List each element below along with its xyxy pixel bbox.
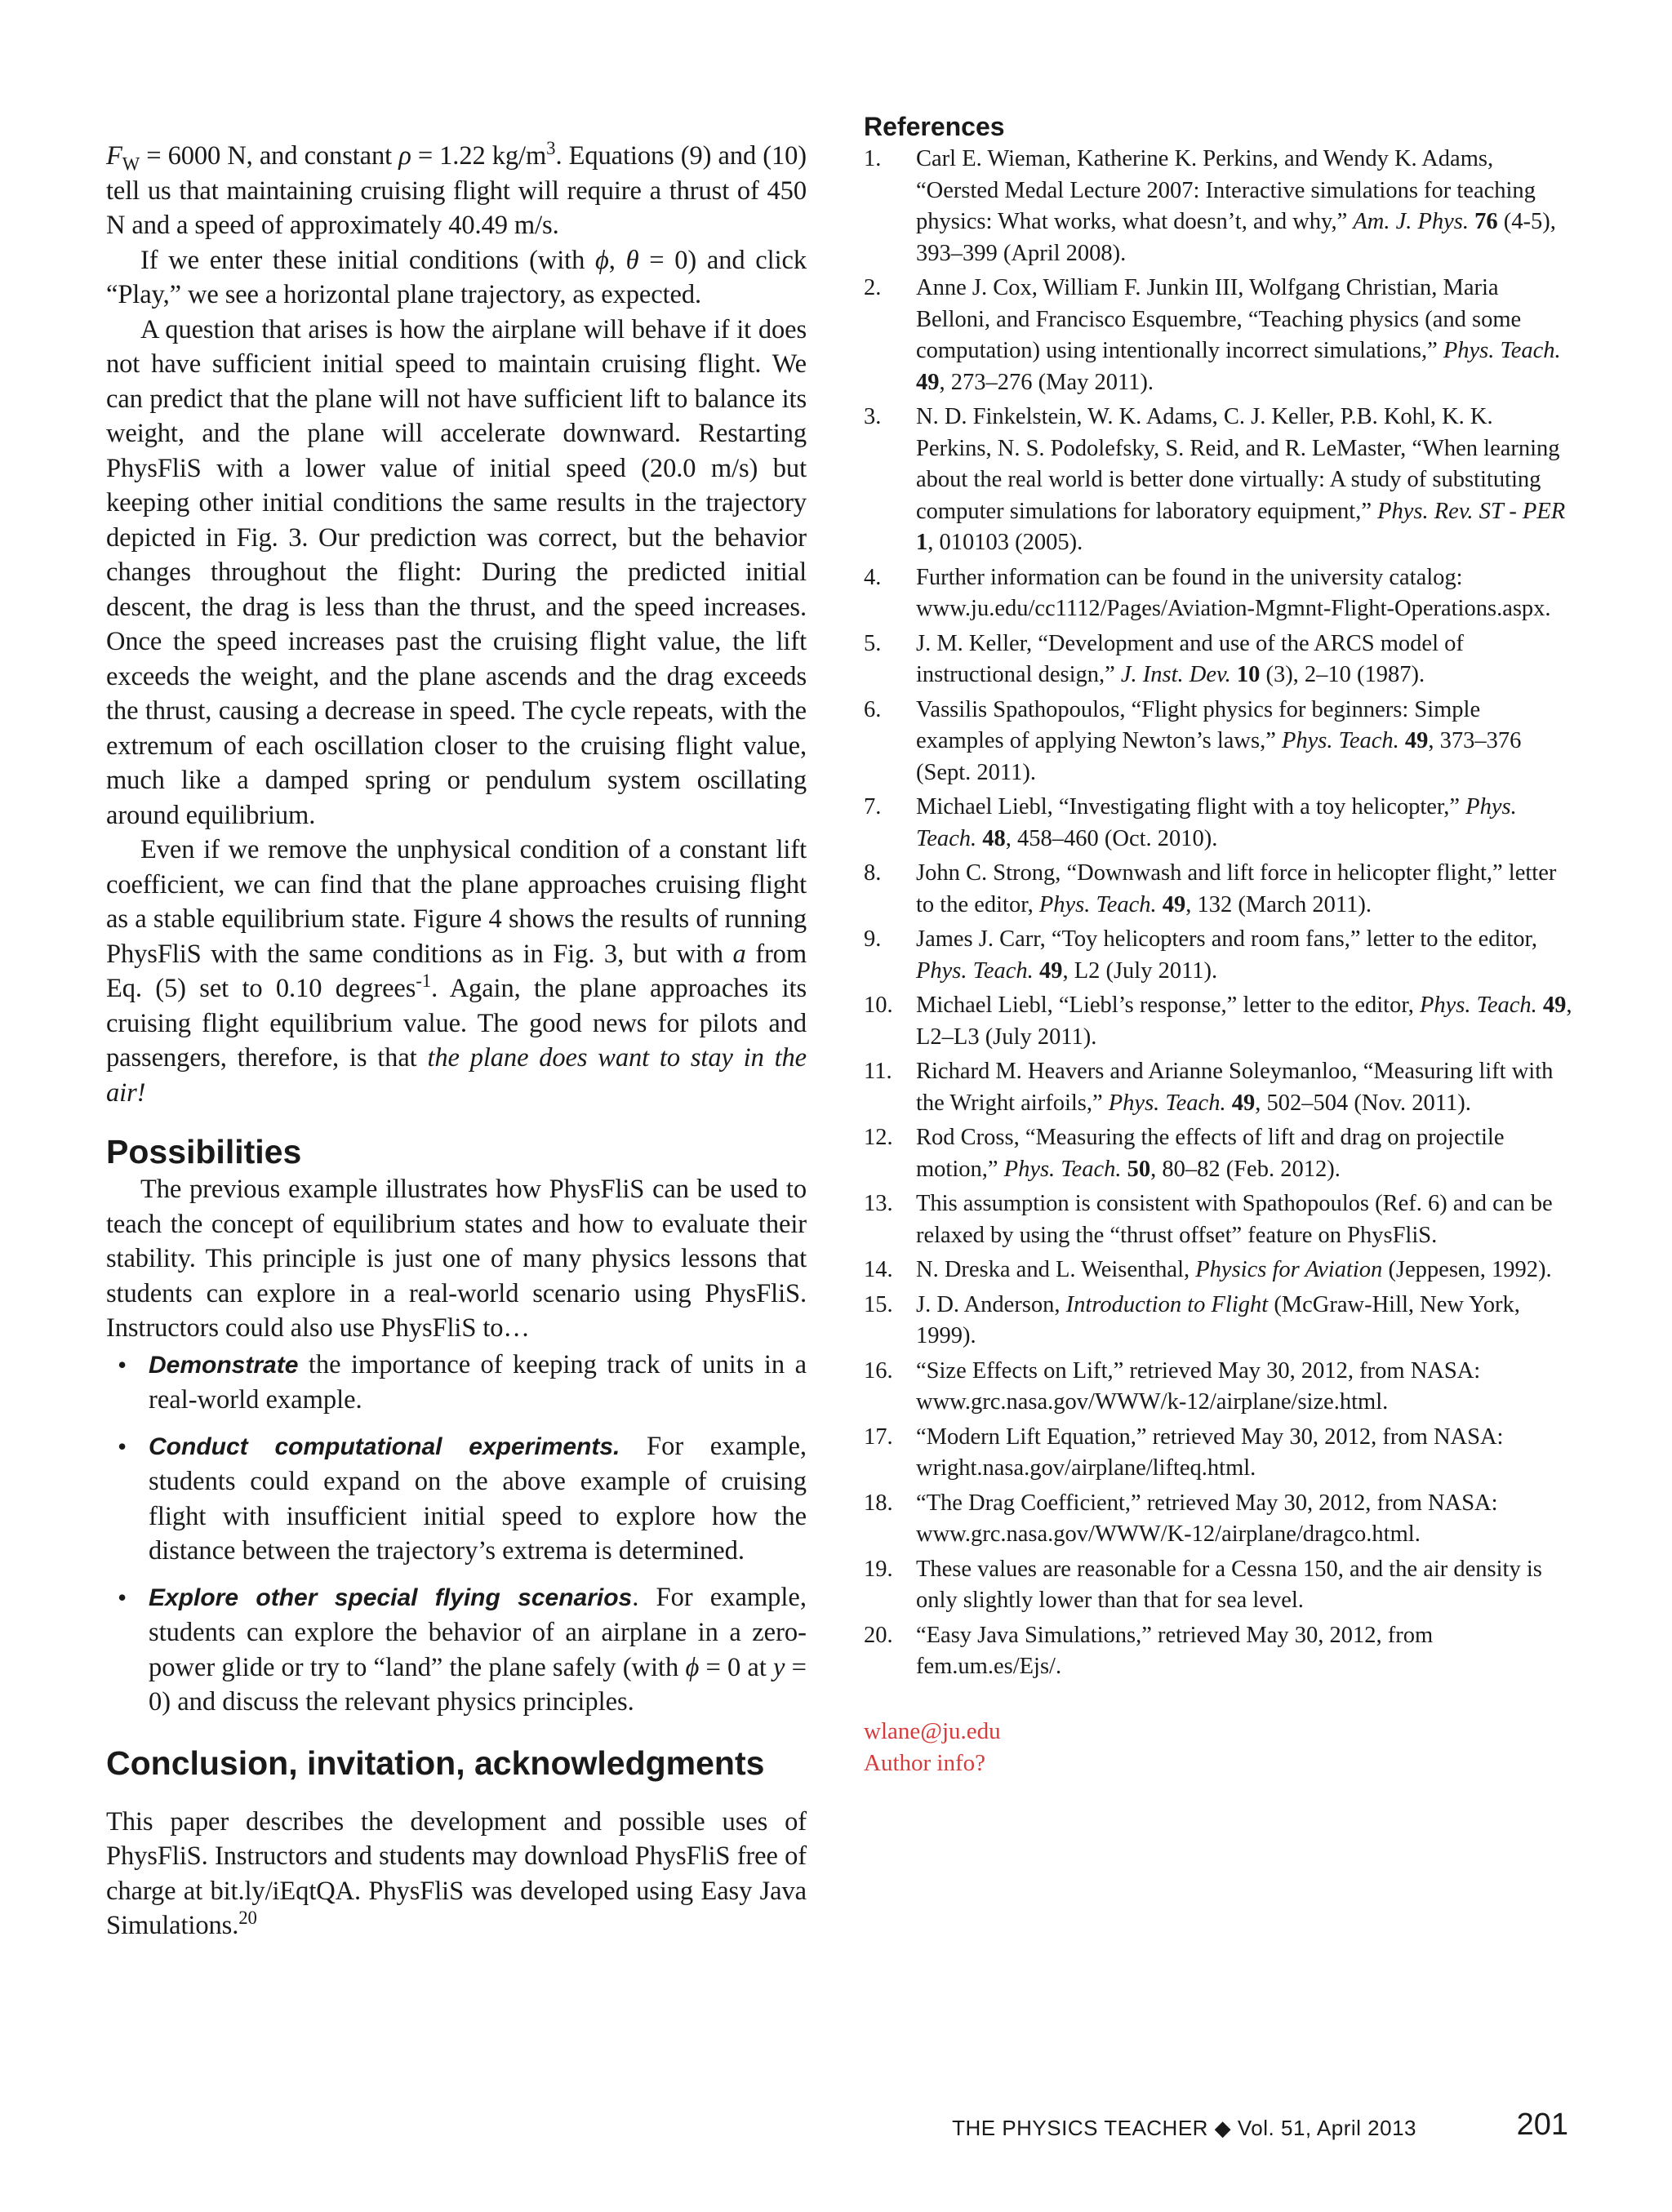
- possibilities-list: [106, 1348, 807, 1720]
- theta-symbol: θ: [625, 245, 639, 275]
- reference-item: [864, 1554, 1572, 1617]
- reference-journal: Phys. Teach.: [1443, 338, 1561, 363]
- list-item: [106, 1348, 807, 1418]
- bullet-lead: Explore other special flying scenarios: [149, 1583, 633, 1611]
- reference-details: , 502–504 (Nov. 2011).: [1255, 1090, 1471, 1116]
- page-number: 201: [1516, 2108, 1568, 2142]
- phi-symbol: ϕ: [595, 245, 609, 275]
- reference-item: [864, 695, 1572, 789]
- reference-number: 18.: [864, 1490, 893, 1516]
- reference-journal: J. Inst. Dev.: [1120, 662, 1231, 687]
- reference-item: [864, 1422, 1572, 1485]
- reference-number: 4.: [864, 564, 882, 590]
- reference-volume: 10: [1230, 662, 1261, 687]
- reference-text: This assumption is consistent with Spathopoulos (Ref. 6) and can be relaxed by using the “thrust offset” feature on PhysFliS.: [916, 1191, 1553, 1248]
- reference-number: 17.: [864, 1424, 893, 1450]
- reference-number: 13.: [864, 1191, 893, 1216]
- bullet-icon: •: [118, 1431, 127, 1461]
- p2-text-1: If we enter these initial conditions (with: [140, 245, 596, 275]
- reference-item: [864, 402, 1572, 559]
- reference-details: (3), 2–10 (1987).: [1260, 662, 1425, 687]
- right-column: [864, 0, 1572, 1779]
- reference-item: [864, 1255, 1572, 1286]
- reference-text: J. D. Anderson,: [916, 1291, 1066, 1317]
- journal-info: THE PHYSICS TEACHER ◆ Vol. 51, April 2013: [952, 2116, 1416, 2140]
- paragraph-equilibrium: [106, 833, 807, 1110]
- reference-item: [864, 144, 1572, 269]
- bullet-text: . For example, students can explore the behavior of an airplane in a zero-power glide or try to “land” the plane safely (with: [149, 1582, 807, 1682]
- reference-volume: 48: [976, 825, 1006, 851]
- page-footer: [820, 2108, 1572, 2147]
- reference-text: John C. Strong, “Downwash and lift force in helicopter flight,” letter to the editor,: [916, 860, 1557, 917]
- reference-text: “Easy Java Simulations,” retrieved May 30, 2012, from fem.um.es/Ejs/.: [916, 1622, 1434, 1679]
- reference-text: Rod Cross, “Measuring the effects of lift and drag on projectile motion,”: [916, 1125, 1505, 1182]
- reference-number: 1.: [864, 146, 882, 171]
- reference-volume: 76: [1469, 209, 1498, 234]
- reference-details: , L2–L3 (July 2011).: [916, 993, 1572, 1050]
- reference-details: , 373–376 (Sept. 2011).: [916, 728, 1522, 785]
- reference-number: 14.: [864, 1257, 893, 1282]
- reference-text: Michael Liebl, “Liebl’s response,” letter to the editor,: [916, 993, 1420, 1018]
- reference-volume: 49: [1536, 993, 1567, 1018]
- paragraph-possibilities: The previous example illustrates how PhysFliS can be used to teach the concept of equilibrium states and how to evaluate their stability. This principle is just one of many physics lessons that students can explore in a real-world scenario using PhysFliS. Instructors could also use PhysFliS to…: [106, 1175, 807, 1343]
- bullet-text-mid: = 0 at: [699, 1652, 774, 1682]
- reference-item: [864, 562, 1572, 625]
- p1-rest: . Equations (9) and (10) tell us that maintaining cruising flight will require a thrust of 450 N and a speed of approximately 40.49 m/s.: [106, 141, 807, 240]
- reference-number: 7.: [864, 794, 882, 820]
- p4-italic: the plane does want to stay in the air!: [106, 1043, 807, 1108]
- reference-item: [864, 1356, 1572, 1419]
- references-heading: References: [864, 112, 1005, 141]
- reference-item: [864, 1122, 1572, 1185]
- reference-number: 15.: [864, 1291, 893, 1317]
- fw-subscript: W: [122, 153, 140, 175]
- reference-item: [864, 1488, 1572, 1551]
- bullet-lead: Conduct computational experiments.: [149, 1432, 620, 1460]
- reference-number: 19.: [864, 1556, 893, 1582]
- reference-text: N. Dreska and L. Weisenthal,: [916, 1257, 1196, 1282]
- reference-details: (4-5), 393–399 (April 2008).: [916, 209, 1556, 266]
- p2-text-2: = 0) and click “Play,” we see a horizontal plane trajectory, as expected.: [106, 245, 807, 309]
- author-info-link[interactable]: Author info?: [864, 1749, 985, 1776]
- reference-text: “The Drag Coefficient,” retrieved May 30, 2012, from NASA: www.grc.nasa.gov/WWW/K-12/airplane/dragco.html.: [916, 1490, 1498, 1547]
- reference-volume: 49: [1399, 728, 1429, 753]
- cube-superscript: 3: [546, 138, 556, 159]
- reference-text: “Size Effects on Lift,” retrieved May 30, 2012, from NASA: www.grc.nasa.gov/WWW/k-12/airplane/size.html.: [916, 1357, 1481, 1415]
- bullet-text-end: = 0) and discuss the relevant physics principles.: [149, 1652, 807, 1717]
- reference-number: 6.: [864, 696, 882, 722]
- p4-text-1: Even if we remove the unphysical condition of a constant lift coefficient, we can find that the plane approaches cruising flight as a stable equilibrium state. Figure 4 shows the results of running PhysFliS with the same conditions as in Fig. 3, but with: [106, 835, 807, 969]
- list-item: [106, 1580, 807, 1720]
- reference-text: These values are reasonable for a Cessna 150, and the air density is only slightly lower than that for sea level.: [916, 1556, 1542, 1613]
- reference-journal: Phys. Teach.: [1003, 1156, 1122, 1182]
- bullet-text: For example, students could expand on the above example of cruising flight with insufficient initial speed to explore how the distance between the trajectory’s extrema is determined.: [149, 1431, 807, 1566]
- bullet-text: the importance of keeping track of units in a real-world example.: [149, 1349, 807, 1415]
- reference-volume: 49: [1156, 891, 1186, 917]
- reference-item: [864, 1188, 1572, 1251]
- paragraph-play: [106, 243, 807, 313]
- reference-text: J. M. Keller, “Development and use of the ARCS model of instructional design,”: [916, 630, 1464, 687]
- reference-number: 2.: [864, 275, 882, 300]
- reference-volume: 49: [1033, 957, 1063, 984]
- reference-text: Anne J. Cox, William F. Junkin III, Wolfgang Christian, Maria Belloni, and Francisco Esquembre, “Teaching physics (and some computation) using intentionally incorrect simulations,”: [916, 275, 1522, 363]
- reference-number: 11.: [864, 1059, 892, 1084]
- left-column: [106, 0, 807, 1943]
- bullet-icon: •: [118, 1349, 127, 1379]
- paragraph-cruising: [106, 139, 807, 243]
- reference-item: [864, 1290, 1572, 1353]
- reference-item: [864, 924, 1572, 987]
- reference-details: , L2 (July 2011).: [1062, 957, 1218, 984]
- reference-details: , 273–276 (May 2011).: [939, 369, 1154, 395]
- reference-journal: Phys. Teach.: [916, 957, 1034, 984]
- p4-text-2: from Eq. (5) set to 0.10 degrees: [106, 939, 807, 1003]
- bullet-icon: •: [118, 1582, 127, 1612]
- reference-text: N. D. Finkelstein, W. K. Adams, C. J. Keller, P.B. Kohl, K. K. Perkins, N. S. Podolefsky, S. Reid, and R. LeMaster, “When learning about the real world is better done virtually: A study of substituting computer simulations for laboratory equipment,”: [916, 404, 1560, 524]
- fw-text: = 6000 N, and constant: [140, 141, 399, 171]
- reference-details: , 80–82 (Feb. 2012).: [1150, 1156, 1341, 1182]
- possibilities-heading: Possibilities: [106, 1133, 302, 1170]
- reference-volume: 49: [1225, 1090, 1256, 1116]
- reference-number: 16.: [864, 1357, 893, 1384]
- reference-text: Vassilis Spathopoulos, “Flight physics for beginners: Simple examples of applying Newton’s laws,”: [916, 696, 1481, 753]
- reference-journal: Introduction to Flight: [1065, 1291, 1269, 1317]
- references-list: [864, 144, 1572, 1683]
- reference-text: Richard M. Heavers and Arianne Soleymanloo, “Measuring lift with the Wright airfoils,”: [916, 1059, 1554, 1116]
- conclusion-heading: Conclusion, invitation, acknowledgments: [106, 1743, 765, 1782]
- bullet-lead: Demonstrate: [149, 1351, 299, 1379]
- reference-journal: Physics for Aviation: [1195, 1257, 1383, 1282]
- p4-text-3: . Again, the plane approaches its cruising flight equilibrium value. The good news for pilots and passengers, therefore, is that: [106, 974, 807, 1073]
- reference-details: , 458–460 (Oct. 2010).: [1005, 825, 1218, 851]
- reference-number: 10.: [864, 993, 893, 1018]
- reference-item: [864, 792, 1572, 855]
- p2-separator: ,: [608, 245, 626, 275]
- reference-number: 3.: [864, 404, 882, 429]
- reference-text: James J. Carr, “Toy helicopters and room fans,” letter to the editor,: [916, 926, 1538, 952]
- email-link[interactable]: wlane@ju.edu: [864, 1717, 1001, 1744]
- reference-item: [864, 629, 1572, 691]
- reference-details: , 132 (March 2011).: [1185, 891, 1372, 917]
- reference-journal: Am. J. Phys.: [1353, 209, 1470, 234]
- conclusion-text: This paper describes the development and possible uses of PhysFliS. Instructors and students may download PhysFliS free of charge at bit.ly/iEqtQA. PhysFliS was developed using Easy Java Simulations.: [106, 1806, 807, 1940]
- paragraph-conclusion: [106, 1805, 807, 1943]
- reference-item: [864, 1620, 1572, 1683]
- p4-exponent: -1: [416, 971, 432, 992]
- conclusion-superscript: 20: [238, 1908, 257, 1929]
- y-symbol: y: [773, 1652, 785, 1682]
- reference-details: , 010103 (2005).: [927, 530, 1083, 555]
- reference-item: [864, 858, 1572, 921]
- a-symbol: a: [732, 939, 746, 969]
- paragraph-insufficient-speed: A question that arises is how the airplane will behave if it does not have sufficient initial speed to maintain cruising flight. We can predict that the plane will not have sufficient lift to balance its weight, and the plane will accelerate downward. Restarting PhysFliS with a lower value of initial speed (20.0 m/s) but keeping other initial conditions the same results in the trajectory depicted in Fig. 3. Our prediction was correct, but the behavior changes throughout the flight: During the predicted initial descent, the drag is less than the thrust, and the speed increases. Once the speed increases past the cruising flight value, the lift exceeds the weight, and the plane ascends and the drag exceeds the thrust, causing a decrease in speed. The cycle repeats, with the extremum of each oscillation closer to the cruising flight value, much like a damped spring or pendulum system oscillating around equilibrium.: [106, 314, 807, 830]
- reference-journal: Phys. Rev. ST - PER: [1377, 498, 1566, 524]
- reference-volume: 1: [916, 530, 928, 555]
- reference-number: 12.: [864, 1125, 893, 1150]
- reference-journal: Phys. Teach.: [916, 794, 1517, 851]
- reference-text: “Modern Lift Equation,” retrieved May 30, 2012, from NASA: wright.nasa.gov/airplane/lifteq.html.: [916, 1424, 1504, 1481]
- reference-volume: 50: [1121, 1156, 1151, 1182]
- phi-symbol: ϕ: [685, 1652, 700, 1682]
- rho-text: = 1.22 kg/m: [411, 141, 547, 171]
- author-contact: [864, 1716, 1572, 1779]
- reference-text: Carl E. Wieman, Katherine K. Perkins, and Wendy K. Adams, “Oersted Medal Lecture 2007: Interactive simulations for teaching physics: What works, what doesn’t, and why,”: [916, 146, 1536, 234]
- reference-text: Michael Liebl, “Investigating flight with a toy helicopter,”: [916, 794, 1466, 820]
- reference-volume: 49: [916, 369, 940, 395]
- list-item: [106, 1429, 807, 1569]
- reference-journal: Phys. Teach.: [1419, 993, 1537, 1018]
- fw-symbol: F: [106, 141, 122, 171]
- reference-number: 20.: [864, 1622, 893, 1648]
- reference-item: [864, 990, 1572, 1053]
- rho-symbol: ρ: [398, 141, 411, 171]
- reference-number: 8.: [864, 860, 882, 886]
- reference-item: [864, 1056, 1572, 1119]
- reference-number: 9.: [864, 926, 882, 952]
- reference-journal: Phys. Teach.: [1281, 728, 1399, 753]
- reference-details: (McGraw-Hill, New York, 1999).: [916, 1291, 1520, 1348]
- reference-number: 5.: [864, 630, 882, 656]
- reference-text: Further information can be found in the university catalog: www.ju.edu/cc1112/Pages/Aviation-Mgmnt-Flight-Operations.aspx.: [916, 564, 1551, 621]
- reference-journal: Phys. Teach.: [1038, 891, 1157, 917]
- reference-item: [864, 273, 1572, 398]
- reference-journal: Phys. Teach.: [1108, 1090, 1226, 1116]
- reference-details: (Jeppesen, 1992).: [1382, 1257, 1552, 1282]
